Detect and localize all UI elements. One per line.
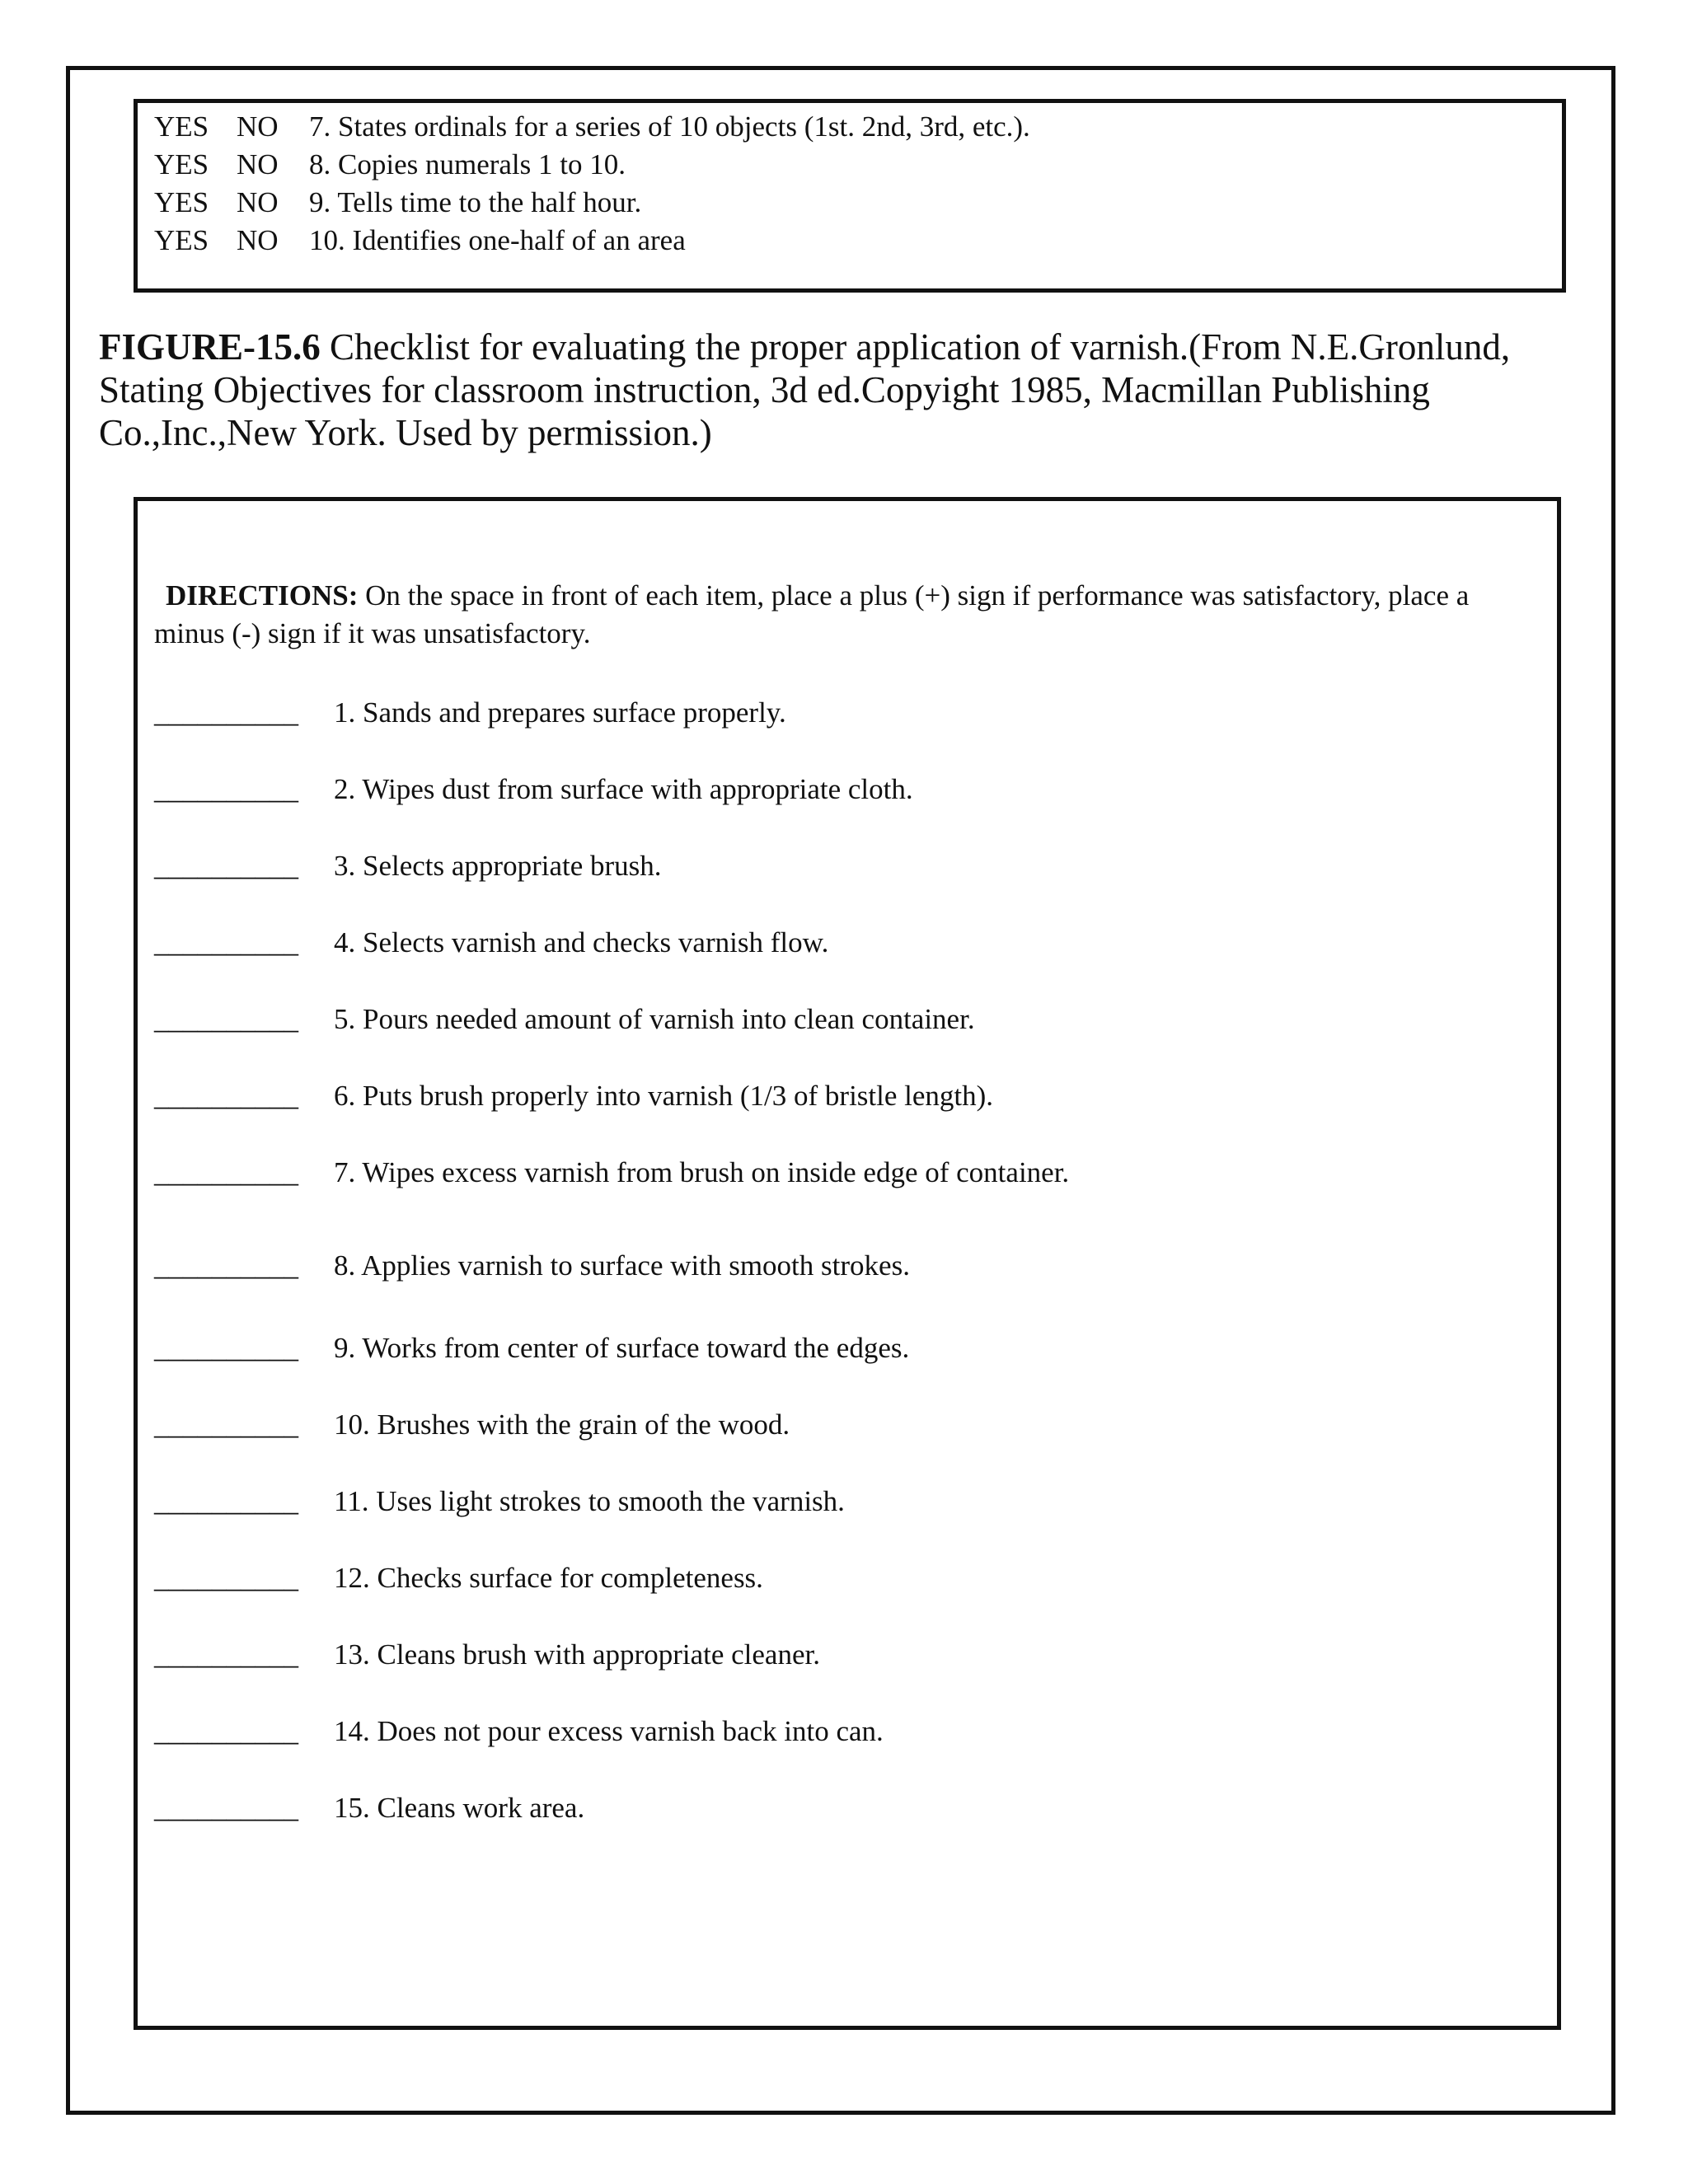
checklist-item-text: 14. Does not pour excess varnish back into can. <box>334 1715 884 1747</box>
checklist-item <box>154 1483 845 1520</box>
answer-blank[interactable]: __________ <box>154 773 298 805</box>
checklist-item-text: 11. Uses light strokes to smooth the varnish. <box>334 1485 845 1517</box>
checklist-item-text: 13. Cleans brush with appropriate cleaner. <box>334 1638 820 1671</box>
checklist-item <box>154 1790 584 1826</box>
answer-blank[interactable]: __________ <box>154 850 298 882</box>
checklist-item-text: 5. Pours needed amount of varnish into clean container. <box>334 1003 975 1035</box>
answer-blank[interactable]: __________ <box>154 1003 298 1035</box>
answer-blank[interactable]: __________ <box>154 926 298 958</box>
checklist-item <box>154 1248 910 1284</box>
directions <box>154 577 1539 653</box>
checklist-item-text: 12. Checks surface for completeness. <box>334 1562 763 1594</box>
checklist-item <box>154 771 913 808</box>
figure-caption-text: Checklist for evaluating the proper application of varnish.(From N.E.Gronlund, Stating Objectives for classroom instruction, 3d ed.Copyight 1985, Macmillan Publishing Co.,Inc.,New York. Used by permission.) <box>99 326 1511 453</box>
checklist-item-text: 9. Works from center of surface toward the edges. <box>334 1332 910 1364</box>
yes-no-row <box>154 108 1562 146</box>
answer-blank[interactable]: __________ <box>154 1156 298 1188</box>
checklist-item-text: 3. Selects appropriate brush. <box>334 850 662 882</box>
checklist-item <box>154 1560 763 1596</box>
checklist-item <box>154 1713 884 1750</box>
answer-blank[interactable]: __________ <box>154 1332 298 1364</box>
no-option[interactable]: NO <box>237 110 279 143</box>
answer-blank[interactable]: __________ <box>154 1408 298 1441</box>
checklist-item <box>154 925 828 961</box>
varnish-checklist-box <box>134 497 1561 2030</box>
checklist-item <box>154 1330 909 1366</box>
yes-no-row <box>154 184 1562 222</box>
yes-no-item-text: 8. Copies numerals 1 to 10. <box>309 148 626 180</box>
checklist-item-text: 1. Sands and prepares surface properly. <box>334 696 786 729</box>
yes-no-item-text: 9. Tells time to the half hour. <box>309 186 642 218</box>
yes-option[interactable]: YES <box>154 186 209 218</box>
answer-blank[interactable]: __________ <box>154 1715 298 1747</box>
figure-label: FIGURE-15.6 <box>99 326 321 368</box>
checklist-item <box>154 1407 790 1443</box>
answer-blank[interactable]: __________ <box>154 696 298 729</box>
checklist-item-text: 2. Wipes dust from surface with appropriate cloth. <box>334 773 913 805</box>
checklist-item-text: 4. Selects varnish and checks varnish flow. <box>334 926 829 958</box>
checklist-item-text: 6. Puts brush properly into varnish (1/3 of bristle length). <box>334 1080 994 1112</box>
answer-blank[interactable]: __________ <box>154 1485 298 1517</box>
directions-text: On the space in front of each item, place a plus (+) sign if performance was satisfactory, place a minus (-) sign if it was unsatisfactory. <box>154 579 1470 649</box>
checklist-item-text: 15. Cleans work area. <box>334 1792 585 1824</box>
no-option[interactable]: NO <box>237 148 279 180</box>
checklist-item <box>154 1637 820 1673</box>
answer-blank[interactable]: __________ <box>154 1080 298 1112</box>
checklist-item <box>154 1001 975 1038</box>
yes-no-item-text: 10. Identifies one-half of an area <box>309 224 686 256</box>
figure-caption <box>99 326 1582 454</box>
checklist-item-text: 8. Applies varnish to surface with smooth strokes. <box>334 1249 910 1282</box>
answer-blank[interactable]: __________ <box>154 1562 298 1594</box>
yes-option[interactable]: YES <box>154 110 209 143</box>
yes-no-row <box>154 222 1562 260</box>
checklist-item <box>154 1155 1069 1191</box>
answer-blank[interactable]: __________ <box>154 1249 298 1282</box>
yes-option[interactable]: YES <box>154 224 209 256</box>
checklist-item-text: 10. Brushes with the grain of the wood. <box>334 1408 790 1441</box>
no-option[interactable]: NO <box>237 224 279 256</box>
checklist-item <box>154 1078 993 1114</box>
yes-no-row <box>154 146 1562 184</box>
checklist-item <box>154 848 662 884</box>
yes-option[interactable]: YES <box>154 148 209 180</box>
answer-blank[interactable]: __________ <box>154 1638 298 1671</box>
yes-no-checklist-box <box>134 99 1566 293</box>
directions-label: DIRECTIONS: <box>166 579 359 612</box>
checklist-item <box>154 695 786 731</box>
no-option[interactable]: NO <box>237 186 279 218</box>
yes-no-item-text: 7. States ordinals for a series of 10 objects (1st. 2nd, 3rd, etc.). <box>309 110 1030 143</box>
answer-blank[interactable]: __________ <box>154 1792 298 1824</box>
checklist-item-text: 7. Wipes excess varnish from brush on inside edge of container. <box>334 1156 1070 1188</box>
